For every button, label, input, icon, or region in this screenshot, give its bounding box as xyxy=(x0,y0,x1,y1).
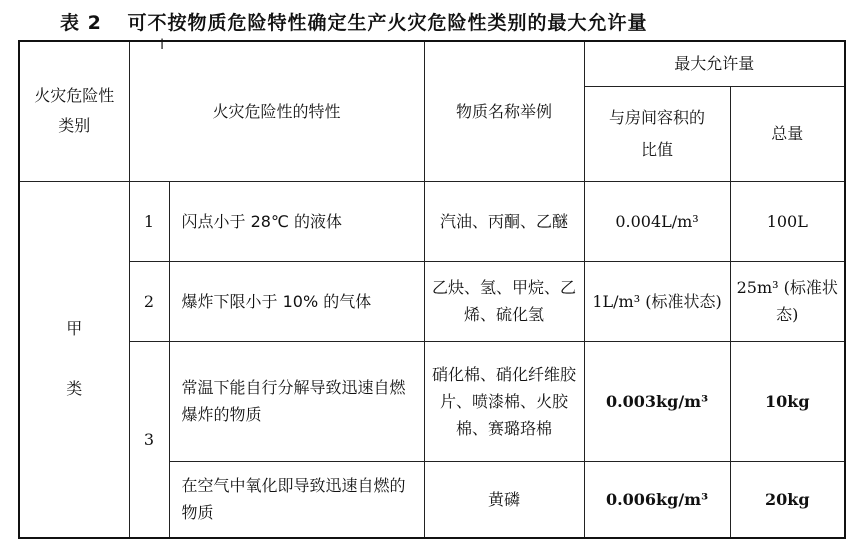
row-number: 2 xyxy=(129,261,169,341)
header-category: 火灾危险性类别 xyxy=(19,41,129,181)
feature-cell: 在空气中氧化即导致迅速自燃的物质 xyxy=(169,461,424,538)
total-cell: 25m³ (标准状态) xyxy=(730,261,845,341)
table-row xyxy=(19,261,845,341)
row-number: 3 xyxy=(129,341,169,538)
table-row xyxy=(19,181,845,261)
class-lei: 类 xyxy=(66,379,83,399)
examples-cell: 汽油、丙酮、乙醚 xyxy=(424,181,584,261)
header-max-allowed: 最大允许量 xyxy=(584,41,845,86)
ratio-cell: 1L/m³ (标准状态) xyxy=(584,261,730,341)
ratio-cell: 0.006kg/m³ xyxy=(584,461,730,538)
row-number: 1 xyxy=(129,181,169,261)
class-jia: 甲 xyxy=(66,319,83,339)
class-cell xyxy=(19,181,129,538)
ratio-cell: 0.004L/m³ xyxy=(584,181,730,261)
table-number: 表 2 xyxy=(60,12,102,34)
table-title-text: 可不按物质危险特性确定生产火灾危险性类别的最大允许量 xyxy=(127,12,648,34)
header-ratio: 与房间容积的比值 xyxy=(584,86,730,181)
total-cell: 20kg xyxy=(730,461,845,538)
feature-cell: 闪点小于 28℃ 的液体 xyxy=(169,181,424,261)
feature-cell: 爆炸下限小于 10% 的气体 xyxy=(169,261,424,341)
examples-cell: 乙炔、氢、甲烷、乙烯、硫化氢 xyxy=(424,261,584,341)
ratio-cell: 0.003kg/m³ xyxy=(584,341,730,461)
max-allowance-table xyxy=(18,40,846,539)
total-cell: 100L xyxy=(730,181,845,261)
examples-cell: 硝化棉、硝化纤维胶片、喷漆棉、火胶棉、赛璐珞棉 xyxy=(424,341,584,461)
feature-cell: 常温下能自行分解导致迅速自燃爆炸的物质 xyxy=(169,341,424,461)
text-cursor: I xyxy=(160,37,166,53)
table-row xyxy=(19,341,845,461)
header-row-1 xyxy=(19,41,845,86)
header-characteristics: 火灾危险性的特性 xyxy=(129,41,424,181)
examples-cell: 黄磷 xyxy=(424,461,584,538)
header-total: 总量 xyxy=(730,86,845,181)
header-examples: 物质名称举例 xyxy=(424,41,584,181)
total-cell: 10kg xyxy=(730,341,845,461)
table-title xyxy=(60,8,840,53)
